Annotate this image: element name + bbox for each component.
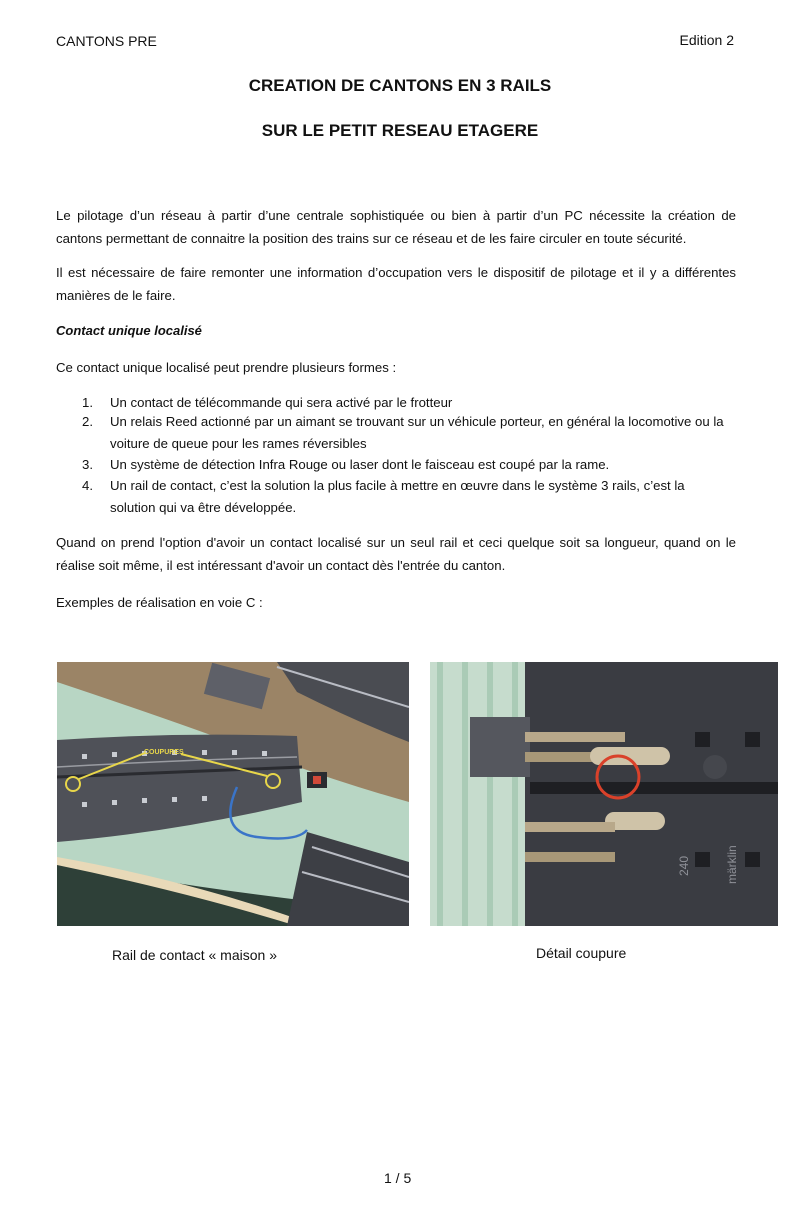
list-number: 4. <box>82 478 93 493</box>
list-item <box>0 411 800 455</box>
coupures-annotation: COUPURES <box>144 749 184 756</box>
section-heading: Contact unique localisé <box>56 323 202 338</box>
contact-rail-photo-illustration <box>57 662 409 926</box>
list-text: Un système de détection Infra Rouge ou laser dont le faisceau est coupé par la rame. <box>110 457 610 472</box>
list-number: 1. <box>82 395 93 410</box>
paragraph-occupation: Il est nécessaire de faire remonter une information d’occupation vers le dispositif de pilotage et il y a différentes manières de le faire. <box>56 265 736 303</box>
list-item <box>0 454 800 476</box>
list-number: 2. <box>82 414 93 429</box>
photo-cut-detail <box>430 662 778 926</box>
track-marking-marklin: märklin <box>725 845 739 884</box>
list-text: Un rail de contact, c’est la solution la plus facile à mettre en œuvre dans le système 3 rails, c’est la solution qui va être développée. <box>110 478 685 515</box>
paragraph-examples: Exemples de réalisation en voie C : <box>56 595 263 610</box>
list-text: Un relais Reed actionné par un aimant se trouvant sur un véhicule porteur, en général la locomotive ou la voiture de queue pour les rames réversibles <box>110 414 724 451</box>
photo-contact-rail <box>57 662 409 926</box>
page-number: 1 / 5 <box>384 1170 412 1186</box>
paragraph-intro: Le pilotage d’un réseau à partir d’une centrale sophistiquée ou bien à partir d’un PC nécessite la création de cantons permettant de connaitre la position des trains sur ce réseau et de les faire circuler en toute sécurité. <box>56 208 736 246</box>
caption-contact-rail: Rail de contact « maison » <box>112 947 277 963</box>
caption-cut-detail: Détail coupure <box>536 945 627 961</box>
list-text: Un contact de télécommande qui sera activé par le frotteur <box>110 395 453 410</box>
header-right: Edition 2 <box>679 32 734 48</box>
list-item <box>0 475 800 519</box>
page-subtitle: SUR LE PETIT RESEAU ETAGERE <box>261 121 539 140</box>
list-number: 3. <box>82 457 93 472</box>
header-left: CANTONS PRE <box>56 33 157 49</box>
track-marking-240: 240 <box>677 855 691 876</box>
cut-detail-photo-illustration <box>430 662 778 926</box>
paragraph-forms: Ce contact unique localisé peut prendre plusieurs formes : <box>56 360 397 375</box>
paragraph-option: Quand on prend l'option d'avoir un contact localisé sur un seul rail et ceci quelque soit sa longueur, quand on le réalise soit même, il est intéressant d'avoir un contact dès l'entrée du canton. <box>56 535 736 573</box>
page-title: CREATION DE CANTONS EN 3 RAILS <box>248 76 552 95</box>
